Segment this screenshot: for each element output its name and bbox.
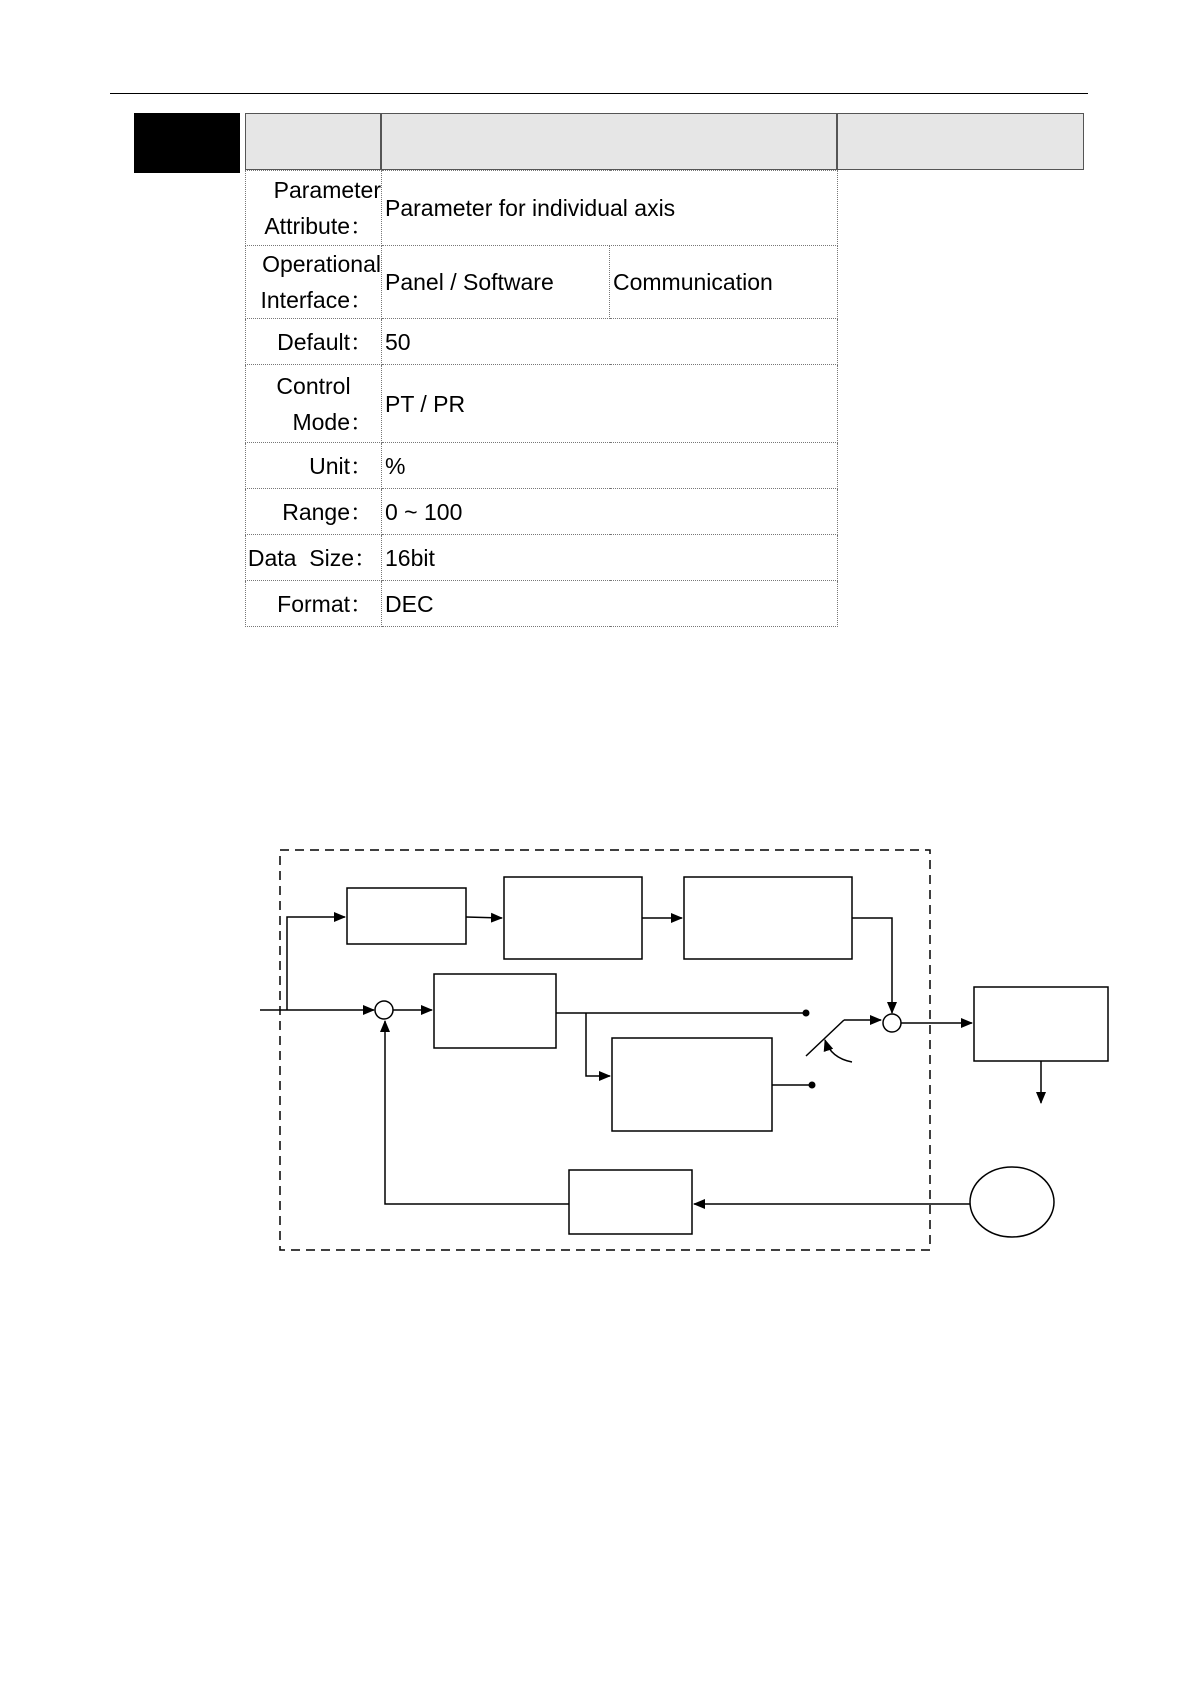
attribute-value: Parameter for individual axis — [382, 171, 838, 246]
data-size-label: Data Size： — [246, 535, 382, 581]
block-f — [569, 1170, 692, 1234]
switch-indicator-arc — [825, 1040, 852, 1062]
unit-label: Unit： — [246, 443, 382, 489]
format-label: Format： — [246, 581, 382, 627]
summing-junction-1 — [375, 1001, 393, 1019]
switch-contact-lower — [809, 1082, 816, 1089]
data-size-value: 16bit — [382, 535, 838, 581]
block-e — [612, 1038, 772, 1131]
block-b — [504, 877, 642, 959]
interface-value-communication: Communication — [610, 246, 838, 319]
control-mode-value: PT / PR — [382, 365, 838, 443]
dashed-boundary — [280, 850, 930, 1250]
default-label: Default： — [246, 319, 382, 365]
c-to-junction-2 — [852, 918, 892, 1013]
branch-to-block-e — [586, 1013, 610, 1076]
block-a — [347, 888, 466, 944]
block-g — [974, 987, 1108, 1061]
format-value: DEC — [382, 581, 838, 627]
switch-arm — [806, 1020, 844, 1056]
range-label: Range： — [246, 489, 382, 535]
control-mode-label: Control Mode： — [246, 365, 382, 443]
range-value: 0 ~ 100 — [382, 489, 838, 535]
block-c — [684, 877, 852, 959]
branch-to-block-a — [287, 917, 345, 1010]
default-value: 50 — [382, 319, 838, 365]
switch-contact-upper — [803, 1010, 810, 1017]
unit-value: % — [382, 443, 838, 489]
motor-ellipse — [970, 1167, 1054, 1237]
summing-junction-2 — [883, 1014, 901, 1032]
block-d — [434, 974, 556, 1048]
a-to-b — [466, 917, 502, 918]
interface-value-panel: Panel / Software — [382, 246, 610, 319]
interface-label: Operational Interface： — [246, 246, 382, 319]
attribute-label: Parameter Attribute： — [246, 171, 382, 246]
